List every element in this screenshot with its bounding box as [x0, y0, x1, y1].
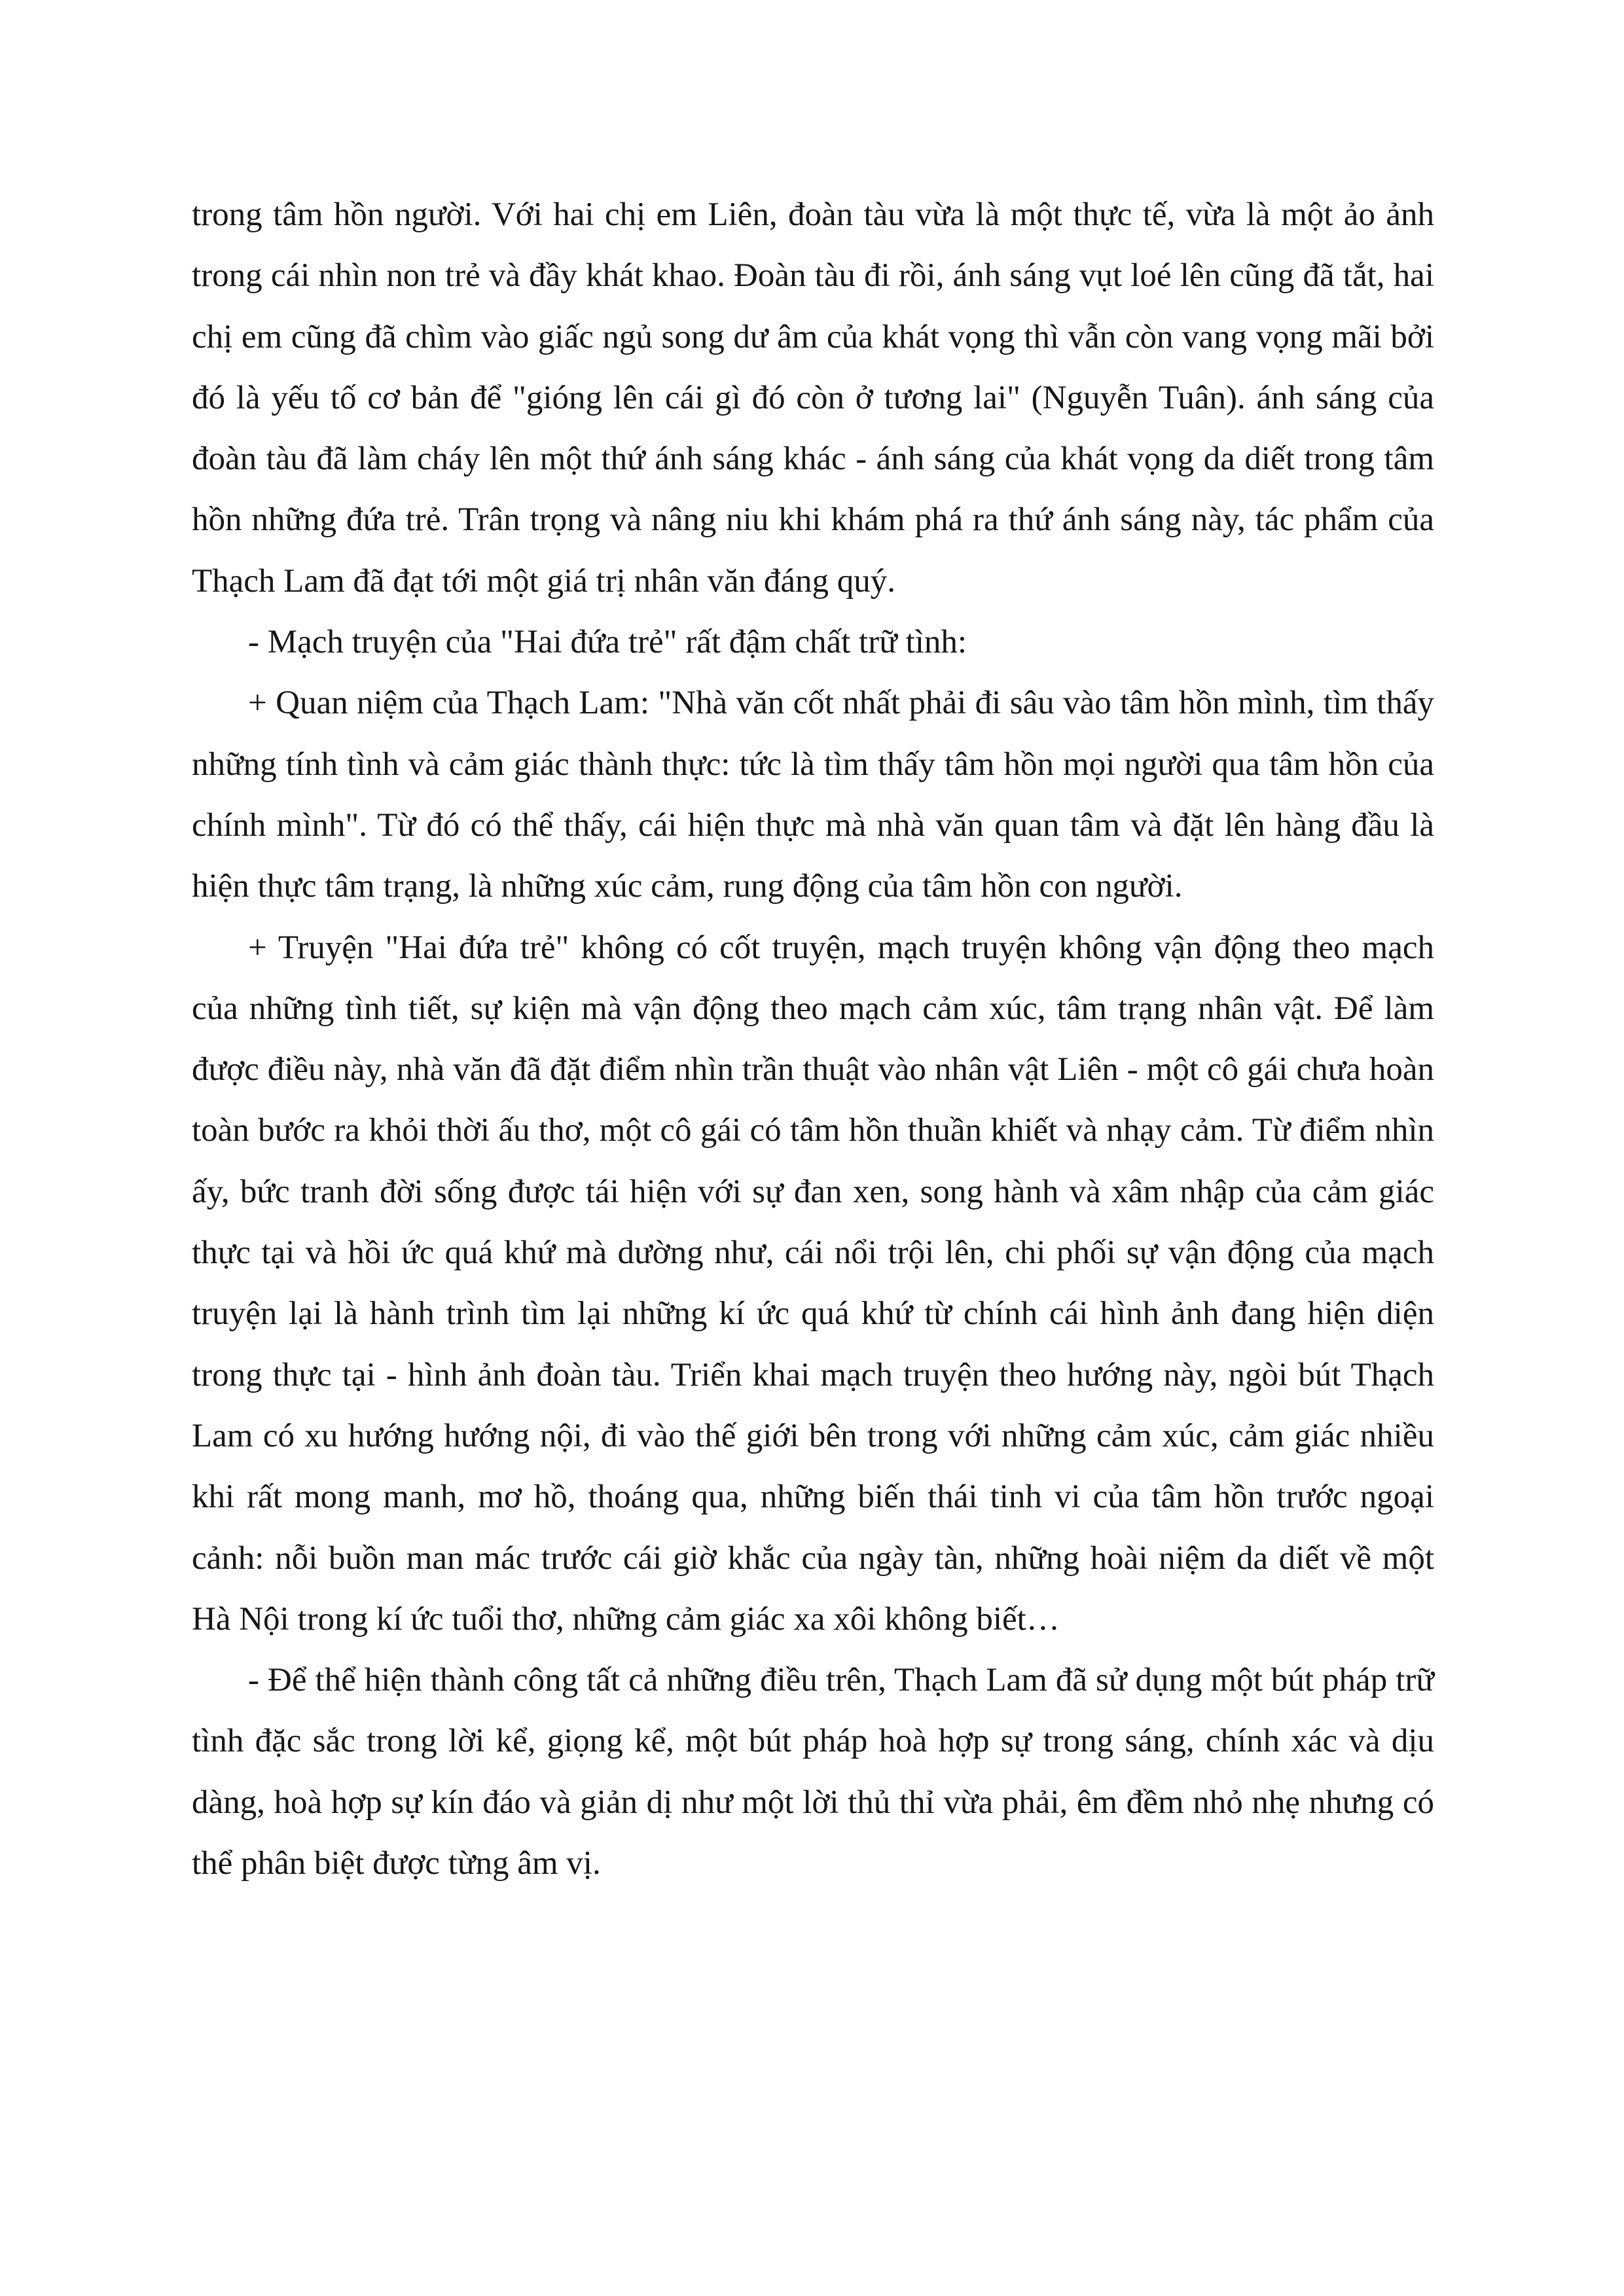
paragraph-thach-lam-view: + Quan niệm của Thạch Lam: "Nhà văn cốt nhất phải đi sâu vào tâm hồn mình, tìm thấy những tính tình và cảm giác thành thực: tức là tìm thấy tâm hồn mọi người qua tâm hồn của chính mình". Từ đó có thể thấy, cái hiện thực mà nhà văn quan tâm và đặt lên hàng đầu là hiện thực tâm trạng, là những xúc cảm, rung động của tâm hồn con người.	[192, 685, 1434, 905]
paragraph-plotless-story: + Truyện "Hai đứa trẻ" không có cốt truyện, mạch truyện không vận động theo mạch của những tình tiết, sự kiện mà vận động theo mạch cảm xúc, tâm trạng nhân vật. Để làm được điều này, nhà văn đã đặt điểm nhìn trần thuật vào nhân vật Liên - một cô gái chưa hoàn toàn bước ra khỏi thời ấu thơ, một cô gái có tâm hồn thuần khiết và nhạy cảm. Từ điểm nhìn ấy, bức tranh đời sống được tái hiện với sự đan xen, song hành và xâm nhập của cảm giác thực tại và hồi ức quá khứ mà dường như, cái nổi trội lên, chi phối sự vận động của mạch truyện lại là hành trình tìm lại những kí ức quá khứ từ chính cái hình ảnh đang hiện diện trong thực tại - hình ảnh đoàn tàu. Triển khai mạch truyện theo hướng này, ngòi bút Thạch Lam có xu hướng hướng nội, đi vào thế giới bên trong với những cảm xúc, cảm giác nhiều khi rất mong manh, mơ hồ, thoáng qua, những biến thái tinh vi của tâm hồn trước ngoại cảnh: nỗi buồn man mác trước cái giờ khắc của ngày tàn, những hoài niệm da diết về một Hà Nội trong kí ức tuổi thơ, những cảm giác xa xôi không biết…	[192, 929, 1434, 1638]
body-text	[192, 185, 1434, 1894]
paragraph-continuation: trong tâm hồn người. Với hai chị em Liên, đoàn tàu vừa là một thực tế, vừa là một ảo ảnh trong cái nhìn non trẻ và đầy khát khao. Đoàn tàu đi rồi, ánh sáng vụt loé lên cũng đã tắt, hai chị em cũng đã chìm vào giấc ngủ song dư âm của khát vọng thì vẫn còn vang vọng mãi bởi đó là yếu tố cơ bản để "gióng lên cái gì đó còn ở tương lai" (Nguyễn Tuân). ánh sáng của đoàn tàu đã làm cháy lên một thứ ánh sáng khác - ánh sáng của khát vọng da diết trong tâm hồn những đứa trẻ. Trân trọng và nâng niu khi khám phá ra thứ ánh sáng này, tác phẩm của Thạch Lam đã đạt tới một giá trị nhân văn đáng quý.	[192, 196, 1434, 600]
paragraph-lyrical-plot-heading: - Mạch truyện của "Hai đứa trẻ" rất đậm chất trữ tình:	[248, 624, 967, 661]
paragraph-lyrical-style: - Để thể hiện thành công tất cả những điều trên, Thạch Lam đã sử dụng một bút pháp trữ tình đặc sắc trong lời kể, giọng kể, một bút pháp hoà hợp sự trong sáng, chính xác và dịu dàng, hoà hợp sự kín đáo và giản dị như một lời thủ thỉ vừa phải, êm đềm nhỏ nhẹ nhưng có thể phân biệt được từng âm vị.	[192, 1662, 1434, 1882]
